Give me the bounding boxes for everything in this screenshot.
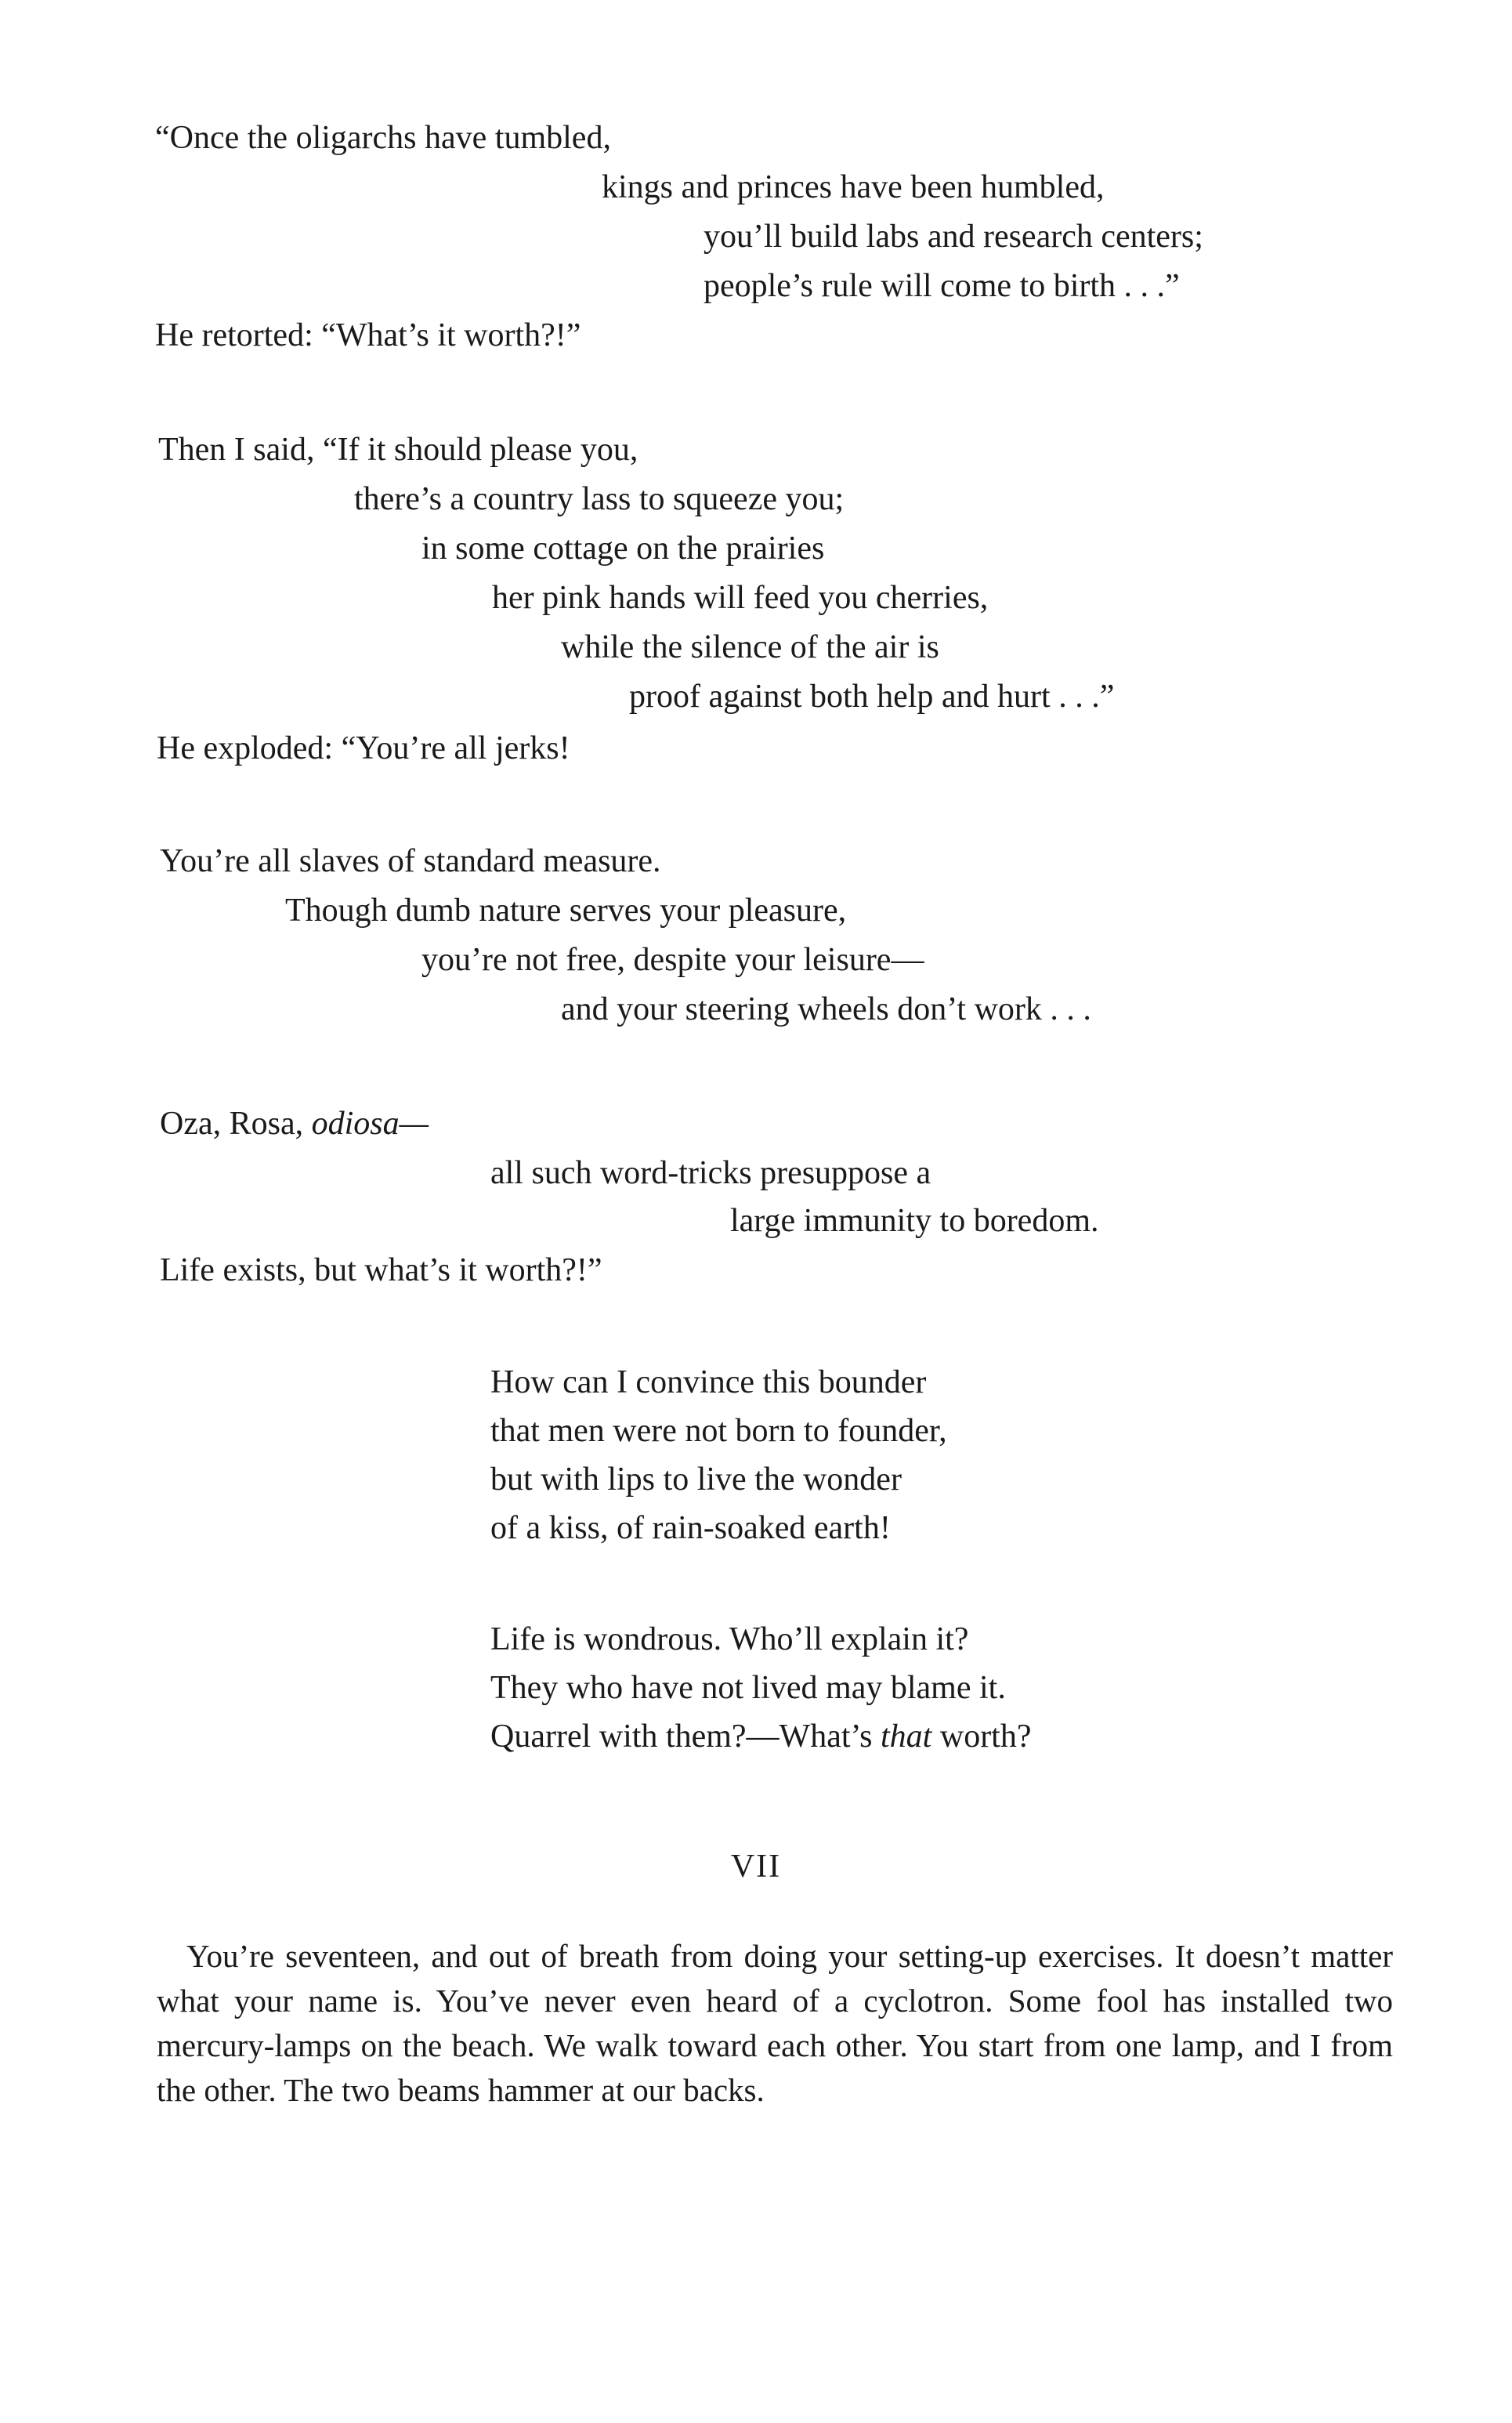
poem-line: all such word-tricks presuppose a [490, 1155, 931, 1191]
poem-line [490, 1716, 1032, 1757]
poem-line: Then I said, “If it should please you, [158, 432, 638, 468]
poem-line: people’s rule will come to birth . . .” [704, 268, 1180, 304]
poem-line: in some cottage on the prairies [421, 531, 825, 567]
poem-line: and your steering wheels don’t work . . . [561, 991, 1091, 1027]
poem-text: worth? [931, 1719, 1032, 1755]
poem-line: you’re not free, despite your leisure— [421, 942, 924, 978]
poem-line: Though dumb nature serves your pleasure, [285, 893, 847, 929]
poem-line: that men were not born to founder, [490, 1413, 947, 1449]
poem-line: but with lips to live the wonder [490, 1461, 902, 1498]
italic-word: that [881, 1719, 932, 1755]
poem-line: How can I convince this bounder [490, 1364, 927, 1400]
poem-line: her pink hands will feed you cherries, [492, 580, 989, 616]
poem-line: You’re all slaves of standard measure. [160, 843, 661, 879]
poem-line: while the silence of the air is [561, 629, 939, 665]
poem-line: They who have not lived may blame it. [490, 1670, 1006, 1706]
poem-line: Life is wondrous. Who’ll explain it? [490, 1621, 969, 1657]
prose-paragraph: You’re seventeen, and out of breath from doing your setting-up exercises. It doesn’t matter what your name is. You’ve never even heard of a cyclotron. Some fool has installed two mercury-lamps on the beach. We walk toward each other. You start from one lamp, and I from the other. The two beams hammer at our backs. [157, 1938, 1393, 2108]
poem-line: you’ll build labs and research centers; [704, 219, 1203, 255]
poem-text: Oza, Rosa, [160, 1106, 312, 1142]
poem-line: Life exists, but what’s it worth?!” [160, 1252, 602, 1288]
poem-line: He retorted: “What’s it worth?!” [155, 317, 581, 353]
poem-line: proof against both help and hurt . . .” [629, 679, 1115, 715]
poem-text: Quarrel with them?—What’s [490, 1719, 881, 1755]
section-heading: VII [730, 1849, 782, 1885]
poem-line: “Once the oligarchs have tumbled, [155, 120, 611, 156]
poem-line: large immunity to boredom. [730, 1203, 1099, 1239]
poem-line [160, 1103, 429, 1144]
poem-line: there’s a country lass to squeeze you; [354, 481, 845, 517]
italic-word: odiosa— [311, 1106, 429, 1142]
poem-line: kings and princes have been humbled, [602, 169, 1105, 205]
poem-line: of a kiss, of rain-soaked earth! [490, 1510, 891, 1546]
poem-line: He exploded: “You’re all jerks! [157, 730, 570, 766]
